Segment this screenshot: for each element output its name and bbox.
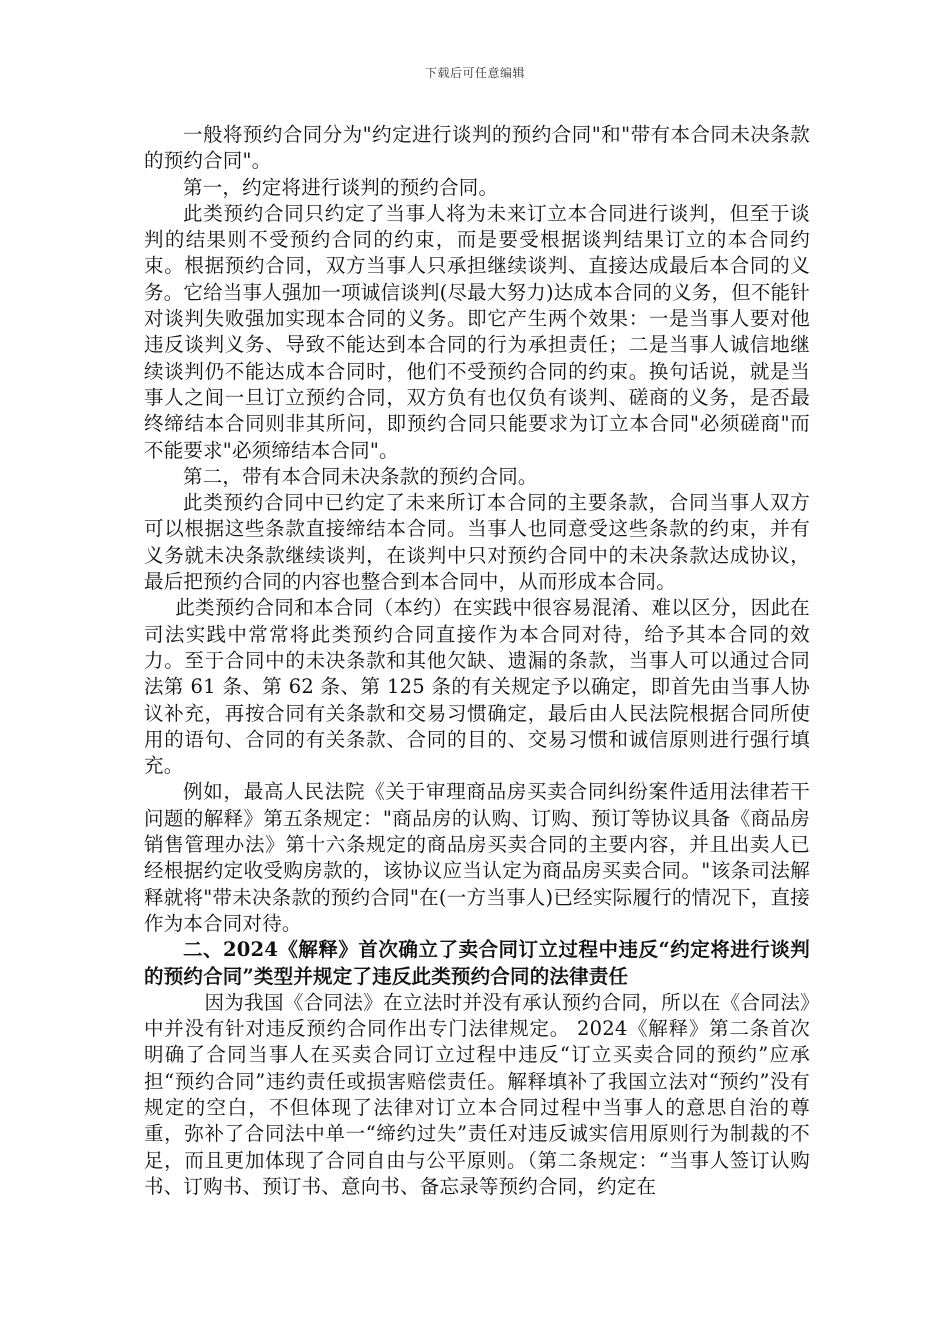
paragraph-interpretation: 因为我国《合同法》在立法时并没有承认预约合同，所以在《合同法》中并没有针对违反预约合同作出专门法律规定。 2024《解释》第二条首次明确了合同当事人在买卖合同订立过程中违反“订立买卖合同的预约”应承担“预约合同”违约责任或损害赔偿责任。解释填补了我国立法对“预约”没有规定的空白，不但体现了法律对订立本合同过程中当事人的意思自治的尊重，弥补了合同法中单一“缔约过失”责任对违反诚实信用原则行为制裁的不足，而且更加体现了合同自由与公平原则。（第二条规定：“当事人签订认购书、订购书、预订书、意向书、备忘录等预约合同，约定在 (144, 990, 810, 1198)
section-heading-two: 二、2024《解释》首次确立了卖合同订立过程中违反“约定将进行谈判的预约合同”类型并规定了违反此类预约合同的法律责任 (144, 938, 810, 988)
paragraph-type-two-title: 第二，带有本合同未决条款的预约合同。 (183, 464, 538, 488)
paragraph-type-one-body: 此类预约合同只约定了当事人将为未来订立本合同进行谈判，但至于谈判的结果则不受预约合同的约束，而是要受根据谈判结果订立的本合同约束。根据预约合同，双方当事人只承担继续谈判、直接达成最后本合同的义务。它给当事人强加一项诚信谈判(尽最大努力)达成本合同的义务，但不能针对谈判失败强加实现本合同的义务。即它产生两个效果：一是当事人要对他违反谈判义务、导致不能达到本合同的行为承担责任；二是当事人诚信地继续谈判仍不能达成本合同时，他们不受预约合同的约束。换句话说，就是当事人之间一旦订立预约合同，双方负有也仅负有谈判、磋商的义务，是否最终缔结本合同则非其所问，即预约合同只能要求为订立本合同"必须磋商"而不能要求"必须缔结本合同"。 (144, 201, 810, 462)
paragraph-example: 例如，最高人民法院《关于审理商品房买卖合同纠纷案件适用法律若干问题的解释》第五条规定："商品房的认购、订购、预订等协议具备《商品房销售管理办法》第十六条规定的商品房买卖合同的主要内容，并且出卖人已经根据约定收受购房款的，该协议应当认定为商品房买卖合同。"该条司法解释就将"带未决条款的预约合同"在(一方当事人)已经实际履行的情况下，直接作为本合同对待。 (144, 780, 810, 935)
document-body (144, 122, 810, 1200)
page-header-note: 下载后可任意编辑 (424, 66, 525, 80)
paragraph-type-two-body: 此类预约合同中已约定了未来所订本合同的主要条款，合同当事人双方可以根据这些条款直接缔结本合同。当事人也同意受这些条款的约束，并有义务就未决条款继续谈判，在谈判中只对预约合同中的未决条款达成协议，最后把预约合同的内容也整合到本合同中，从而形成本合同。 (144, 491, 810, 594)
paragraph-intro: 一般将预约合同分为"约定进行谈判的预约合同"和"带有本合同未决条款的预约合同"。 (144, 123, 810, 173)
paragraph-practice: 此类预约合同和本合同（本约）在实践中很容易混淆、难以区分，因此在司法实践中常常将此类预约合同直接作为本合同对待，给予其本合同的效力。至于合同中的未决条款和其他欠缺、遗漏的条款，当事人可以通过合同法第 61 条、第 62 条、第 125 条的有关规定予以确定，即首先由当事人协议补充，再按合同有关条款和交易习惯确定，最后由人民法院根据合同所使用的语句、合同的有关条款、合同的目的、交易习惯和诚信原则进行强行填充。 (144, 596, 810, 778)
paragraph-type-one-title: 第一，约定将进行谈判的预约合同。 (183, 175, 499, 199)
